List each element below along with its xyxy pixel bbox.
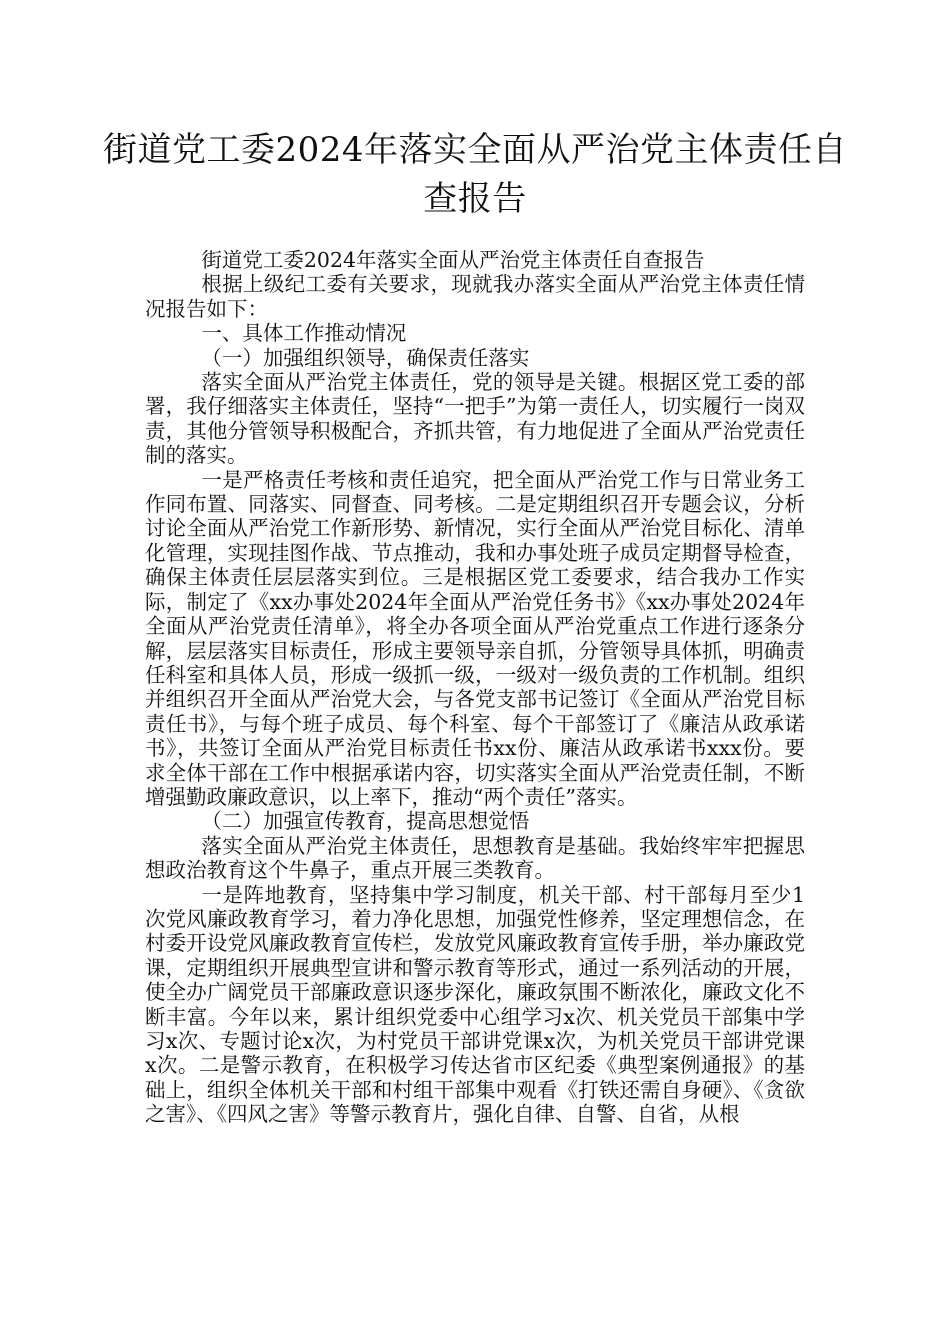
document-title: 街道党工委2024年落实全面从严治党主体责任自查报告 — [102, 130, 848, 219]
paragraph-repeated-title: 街道党工委2024年落实全面从严治党主体责任自查报告 — [201, 248, 705, 272]
paragraph-intro: 根据上级纪工委有关要求，现就我办落实全面从严治党主体责任情况报告如下： — [145, 272, 805, 321]
subsection-heading-1: （一）加强组织领导，确保责任落实 — [201, 345, 530, 370]
paragraph-leadership: 落实全面从严治党主体责任，党的领导是关键。根据区党工委的部署，我仔细落实主体责任，坚持“一把手”为第一责任人，切实履行一岗双责，其他分管领导积极配合，齐抓共管，有力地促进了全面从严治党责任制的落实。 — [145, 370, 805, 468]
subsection-heading-2: （二）加强宣传教育，提高思想觉悟 — [201, 809, 530, 834]
paragraph-education-basis: 落实全面从严治党主体责任，思想教育是基础。我始终牢牢把握思想政治教育这个牛鼻子，重点开展三类教育。 — [145, 833, 805, 883]
section-heading-1: 一、具体工作推动情况 — [201, 321, 407, 346]
document-body — [145, 248, 805, 1127]
paragraph-responsibility-measures: 一是严格责任考核和责任追究，把全面从严治党工作与日常业务工作同布置、同落实、同督查、同考核。二是定期组织召开专题会议，分析讨论全面从严治党工作新形势、新情况，实行全面从严治党目标化、清单化管理，实现挂图作战、节点推动，我和办事处班子成员定期督导检查，确保主体责任层层落实到位。三是根据区党工委要求，结合我办工作实际，制定了《xx办事处2024年全面从严治党任务书》《xx办事处2024年全面从严治党责任清单》，将全办各项全面从严治党重点工作进行逐条分解，层层落实目标责任，形成主要领导亲自抓，分管领导具体抓，明确责任科室和具体人员，形成一级抓一级，一级对一级负责的工作机制。组织并组织召开全面从严治党大会，与各党支部书记签订《全面从严治党目标责任书》，与每个班子成员、每个科室、每个干部签订了《廉洁从政承诺书》，共签订全面从严治党目标责任书xx份、廉洁从政承诺书xxx份。要求全体干部在工作中根据承诺内容，切实落实全面从严治党责任制，不断增强勤政廉政意识，以上率下，推动“两个责任”落实。 — [145, 467, 805, 809]
paragraph-education-types: 一是阵地教育，坚持集中学习制度，机关干部、村干部每月至少1次党风廉政教育学习，着力净化思想，加强党性修养，坚定理想信念，在村委开设党风廉政教育宣传栏，发放党风廉政教育宣传手册，举办廉政党课，定期组织开展典型宣讲和警示教育等形式，通过一系列活动的开展，使全办广阔党员干部廉政意识逐步深化，廉政氛围不断浓化，廉政文化不断丰富。今年以来，累计组织党委中心组学习x次、机关党员干部集中学习x次、专题讨论x次，为村党员干部讲党课x次，为机关党员干部讲党课x次。二是警示教育，在积极学习传达省市区纪委《典型案例通报》的基础上，组织全体机关干部和村组干部集中观看《打铁还需自身硬》、《贪欲之害》、《四风之害》等警示教育片，强化自律、自警、自省，从根 — [145, 882, 805, 1127]
